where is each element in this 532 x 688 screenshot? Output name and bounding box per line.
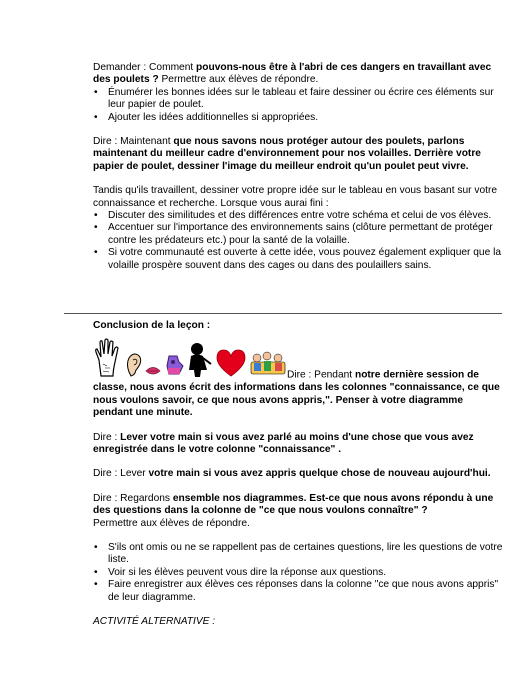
demander-label: Demander : Comment [93, 62, 197, 73]
dire-label: Dire : Pendant [287, 370, 355, 381]
list-item: • Discuter des similitudes et des différences entre votre schéma et celui de vos élèves. [93, 210, 503, 222]
icons-dire-paragraph [93, 340, 503, 419]
conclusion-heading: Conclusion de la leçon : [93, 320, 211, 331]
dire-diagrams-paragraph: Dire : Regardons ensemble nos diagrammes. Est-ce que nous avons répondu à une des questions dans la colonne de "ce que nous voulons connaître" ? Permettre aux élèves de répondre. [93, 492, 494, 529]
heart-icon [215, 348, 247, 382]
upper-content [93, 62, 503, 272]
list-item: • Faire enregistrer aux élèves ces réponses dans la colonne "ce que nous avons appris" de leur diagramme. [93, 579, 503, 604]
nose-icon [163, 352, 185, 382]
section1-bullet-list [93, 87, 503, 124]
mouth-icon [145, 362, 161, 382]
list-item: • S'ils ont omis ou ne se rappellent pas de certaines questions, lire les questions de votre liste. [93, 542, 503, 567]
list-item: • Énumérer les bonnes idées sur le tableau et faire dessiner ou écrire ces éléments sur leur papier de poulet. [93, 87, 503, 112]
list-item: • Accentuer sur l'importance des environnements sains (clôture permettant de protéger contre les prédateurs etc.) pour la santé de la volaille. [93, 222, 503, 247]
dire-raise-hand-paragraph: Dire : Lever votre main si vous avez parlé au moins d'une chose que vous avez enregistrée dans le votre colonne "connaissance" . [93, 431, 474, 456]
dire-bold-text: notre dernière session de classe, nous avons écrit des informations dans les colonnes "connaissance, ce que nous voulons savoir, ce que nous avons appris,". Penser à votre diagramme pendant une minute. [93, 370, 500, 419]
hand-icon [93, 338, 123, 382]
dire-bold-text: que nous savons nous protéger autour des poulets, parlons maintenant du meilleur cadre d'environnement pour nos volailles. Derrière votre papier de poulet, dessiner l'image du meilleur endroit qu'un poulet peut vivre. [93, 136, 481, 172]
child-icon [187, 340, 213, 382]
demander-instruction: Permettre aux élèves de répondre. [158, 74, 319, 86]
ear-icon [125, 352, 143, 382]
list-item: • Voir si les élèves peuvent vous dire la réponse aux questions. [93, 567, 503, 579]
conclusion-section [93, 320, 503, 629]
demander-question: pouvons-nous être à l'abri de ces dangers en travaillant avec des poulets ? [93, 62, 492, 86]
list-item: • Si votre communauté est ouverte à cette idée, vous pouvez également expliquer que la volaille prospère souvent dans des cages ou dans des poulaillers sains. [93, 247, 503, 272]
section3-bullet-list [93, 210, 503, 272]
section-divider [64, 313, 502, 314]
conclusion-bullet-list [93, 542, 503, 604]
dire-label: Dire : Maintenant [93, 136, 174, 148]
dire-learned-paragraph: Dire : Lever votre main si vous avez appris quelque chose de nouveau aujourd'hui. [93, 468, 491, 480]
sense-icons [93, 340, 287, 382]
list-item: • Ajouter les idées additionnelles si appropriées. [93, 112, 503, 124]
demander-paragraph [93, 62, 503, 87]
alternative-activity-heading: ACTIVITÉ ALTERNATIVE : [93, 616, 216, 628]
intro-paragraph: Tandis qu'ils travaillent, dessiner votre propre idée sur le tableau en vous basant sur votre connaissance et recherche. Lorsque vous aurai fini : [93, 185, 498, 209]
dire-environment-paragraph [93, 136, 503, 173]
children-group-icon [249, 348, 287, 382]
